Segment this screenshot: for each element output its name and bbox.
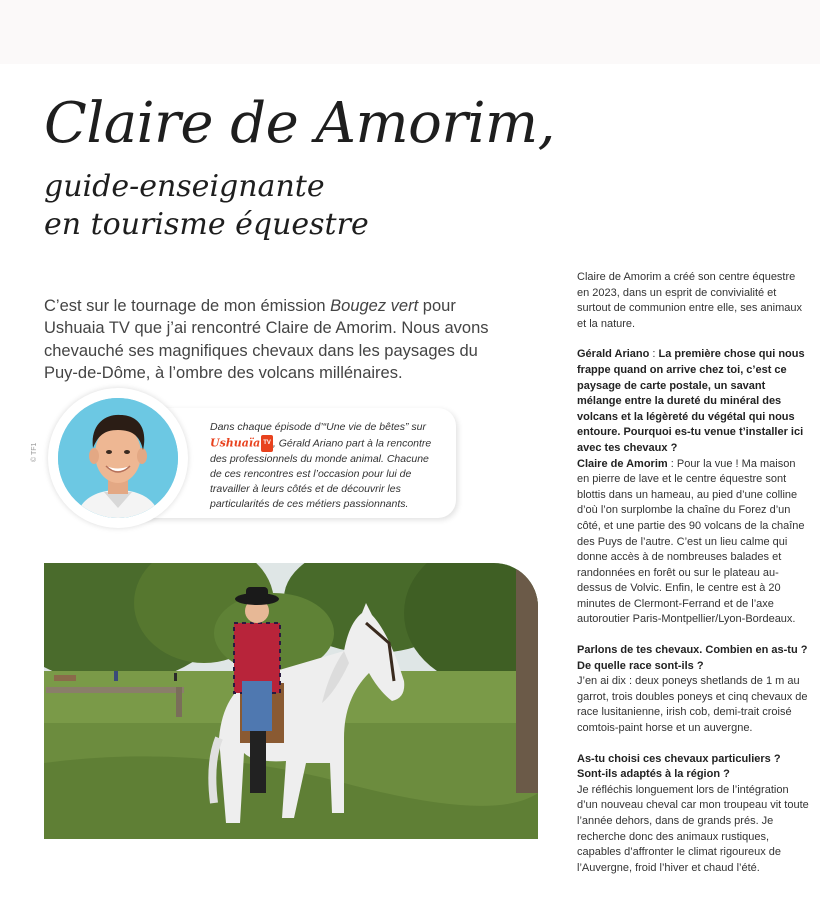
ushuaia-tv-badge: TV: [261, 435, 273, 452]
interview-block-3: [577, 752, 809, 877]
question-3: As-tu choisi ces chevaux particuliers ? Sont-ils adaptés à la région ?: [577, 752, 781, 781]
interview-block-1: [577, 347, 809, 628]
interview-block-2: [577, 643, 809, 737]
page-title: Claire de Amorim,: [44, 91, 555, 156]
ushuaia-logo: Ushuaïa: [210, 436, 261, 450]
promo-text-start: Dans chaque épisode d’“Une vie de bêtes” sur: [210, 421, 426, 433]
a1-separator: :: [667, 457, 677, 470]
promo-text: [210, 420, 440, 512]
promo-text-end: , Gérald Ariano part à la rencontre des professionnels du monde animal. Chacune de ces rencontres est l’occasion pour lui de travailler à leurs côtés et de découvrir les particularités de ces métiers passionnants.: [210, 437, 432, 510]
avatar-frame: [48, 388, 188, 528]
subtitle-line-1: guide-enseignante: [44, 169, 325, 204]
avatar: [58, 398, 178, 518]
top-band: [0, 0, 820, 64]
interview-column: [577, 270, 809, 876]
interview-lead: Claire de Amorim a créé son centre équestre en 2023, dans un esprit de convivialité et surtout de communion entre elle, ses animaux et la nature.: [577, 271, 803, 330]
answer-3: Je réfléchis longuement lors de l’intégration d’un nouveau cheval car mon troupeau vit toute l’année dehors, dans de grands prés. Je recherche donc des animaux rustiques, capables d’affronter le climat rigoureux de l’Auvergne, froid l’hiver et chaud l’été.: [577, 783, 809, 874]
intro-paragraph: [44, 295, 514, 385]
answer-2: J’en ai dix : deux poneys shetlands de 1 m au garrot, trois doubles poneys et cinq chevaux de race lusitanienne, irish cob, demi-trait croisé comtois-paint horse et un auvergne.: [577, 675, 808, 735]
q1-separator: :: [649, 348, 659, 361]
question-2: Parlons de tes chevaux. Combien en as-tu ? De quelle race sont-ils ?: [577, 644, 808, 672]
page-subtitle: [44, 168, 369, 244]
a1-speaker: Claire de Amorim: [577, 457, 668, 470]
subtitle-line-2: en tourisme équestre: [44, 207, 369, 242]
q1-speaker: Gérald Ariano: [577, 348, 650, 361]
answer-1: Pour la vue ! Ma maison en pierre de lave et le centre équestre sont blottis dans un hameau, au pied d’une colline d’où l’on surplombe la chaîne du Forez d’un côté, et une partie des 90 volcans de la chaîne des Puys de l’autre. C’est un lieu calme qui donne accès à de nombreuses balades et randonnées en forêt ou sur le plateau au-dessus de Volvic. Enfin, le centre est à 20 minutes de Clermont-Ferrand et de l’axe autoroutier Paris-Montpellier/Lyon-Bordeaux.: [577, 457, 805, 626]
promo-box: [48, 388, 456, 528]
intro-text-start: C’est sur le tournage de mon émission: [44, 296, 331, 315]
main-photo: [44, 563, 538, 839]
intro-text-end: pour Ushuaia TV que j’ai rencontré Claire de Amorim. Nous avons chevauché ses magnifiques chevaux dans les paysages du Puy-de-Dôme, à l’ombre des volcans millénaires.: [44, 296, 489, 382]
question-1: La première chose qui nous frappe quand on arrive chez toi, c’est ce paysage de carte postale, un savant mélange entre la dureté du minéral des volcans et la légèreté du végétal qui nous entoure. Pourquoi es-tu venue t’installer ici avec tes chevaux ?: [577, 348, 805, 454]
photo-credit: © TF1: [31, 442, 38, 462]
show-title: Bougez vert: [330, 296, 419, 315]
